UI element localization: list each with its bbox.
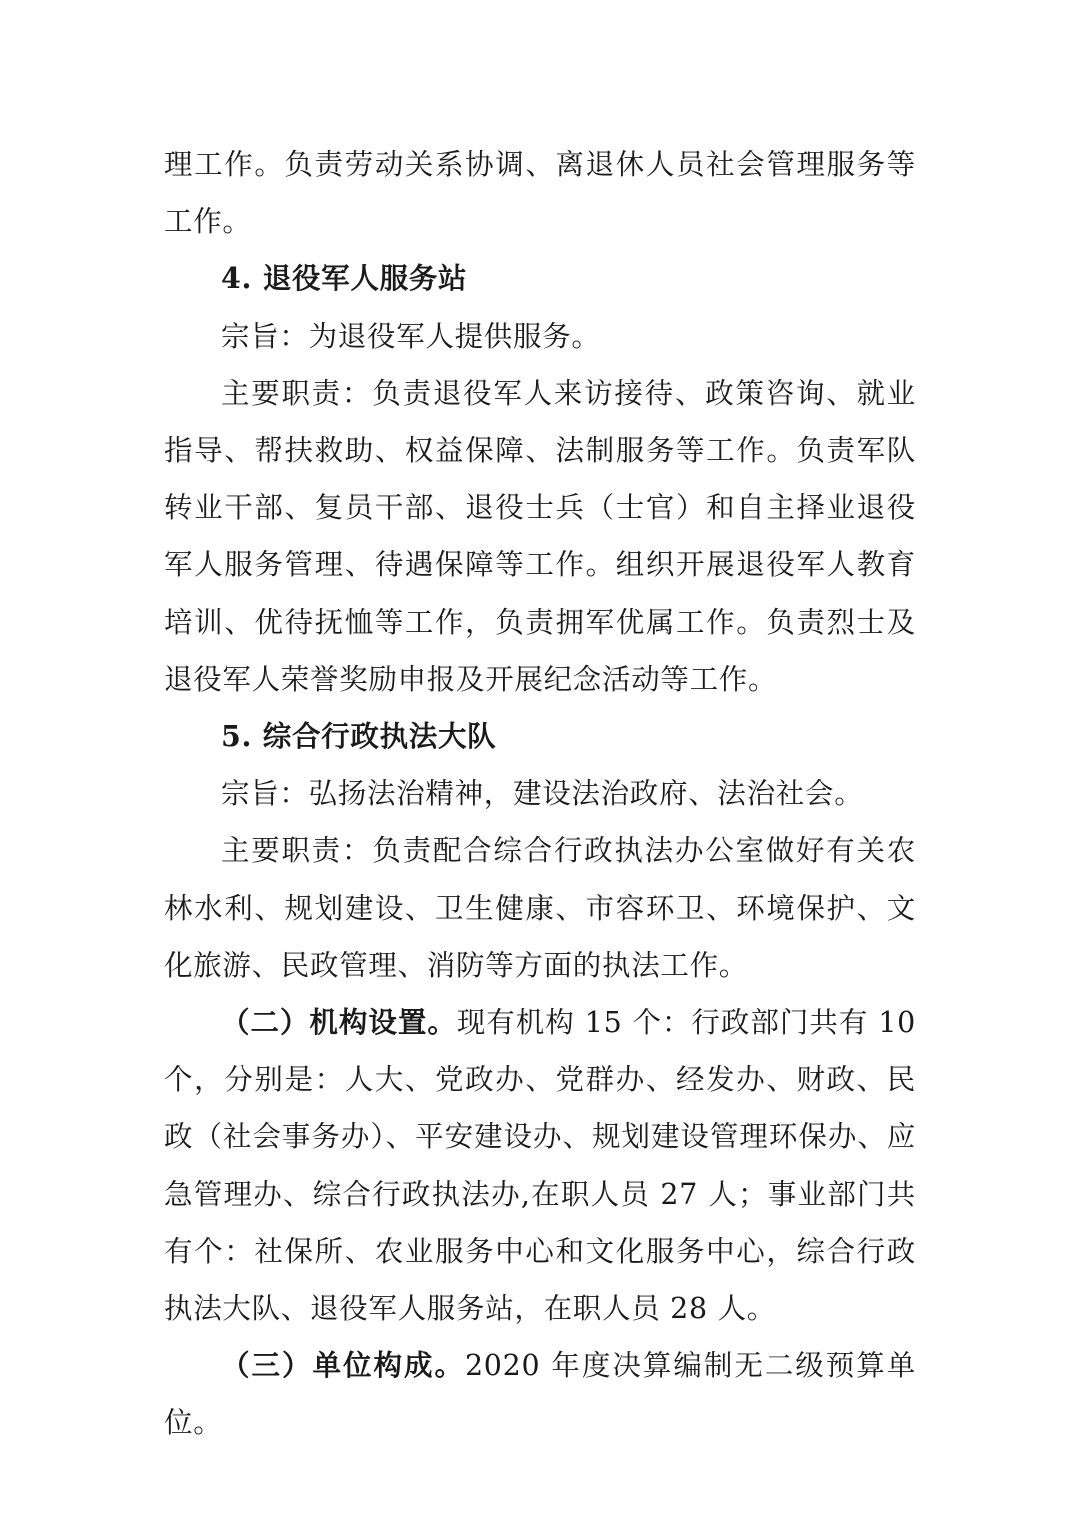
- paragraph-veterans-duties: 主要职责：负责退役军人来访接待、政策咨询、就业指导、帮扶救助、权益保障、法制服务等工作。负责军队转业干部、复员干部、退役士兵（士官）和自主择业退役军人服务管理、待遇保障等工作。组织开展退役军人教育培训、优待抚恤等工作，负责拥军优属工作。负责烈士及退役军人荣誉奖励申报及开展纪念活动等工作。: [164, 376, 916, 696]
- paragraph-institution-setup: [164, 994, 916, 1337]
- paragraph-continuation: 理工作。负责劳动关系协调、离退休人员社会管理服务等工作。: [164, 148, 916, 239]
- section-body-unit-composition: 2020 年度决算编制无二级预算单位。: [164, 1349, 916, 1440]
- section-body-institution-setup: 现有机构 15 个：行政部门共有 10 个，分别是：人大、党政办、党群办、经发办、财政、民政（社会事务办）、平安建设办、规划建设管理环保办、应急管理办、综合行政执法办,在职人员 27 人；事业部门共有个：社保所、农业服务中心和文化服务中心，综合行政执法大队、退役军人服务站，在职人员 28 人。: [164, 1006, 916, 1326]
- paragraph-law-enforcement-purpose: 宗旨：弘扬法治精神，建设法治政府、法治社会。: [221, 777, 864, 811]
- document-body: [164, 136, 916, 1452]
- paragraph-law-enforcement-duties: 主要职责：负责配合综合行政执法办公室做好有关农林水利、规划建设、卫生健康、市容环卫、环境保护、文化旅游、民政管理、消防等方面的执法工作。: [164, 834, 916, 982]
- heading-law-enforcement-brigade: 5. 综合行政执法大队: [221, 719, 497, 754]
- section-lead-institution-setup: （二）机构设置。: [221, 1005, 457, 1040]
- section-lead-unit-composition: （三）单位构成。: [221, 1348, 465, 1383]
- paragraph-veterans-purpose: 宗旨：为退役军人提供服务。: [221, 319, 601, 353]
- heading-veterans-service-station: 4. 退役军人服务站: [221, 261, 468, 296]
- paragraph-unit-composition: [164, 1337, 916, 1451]
